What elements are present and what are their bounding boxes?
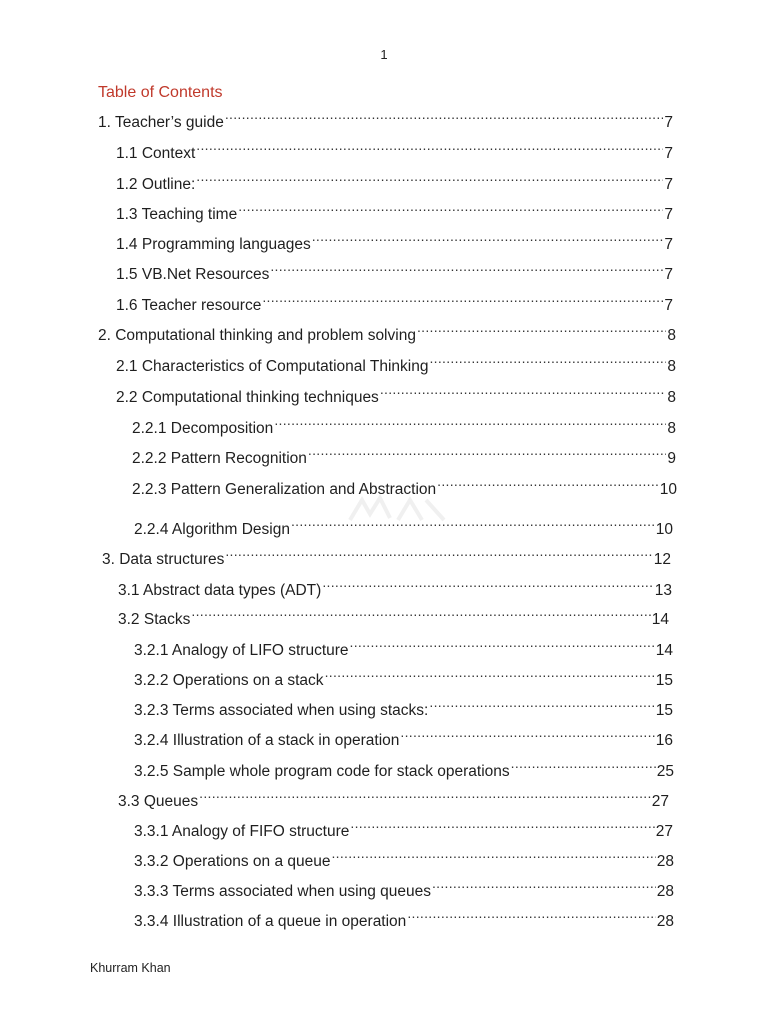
dot-leader (262, 290, 663, 310)
dot-leader (225, 107, 664, 127)
toc-entry-page: 15 (655, 702, 673, 719)
dot-leader (437, 474, 659, 494)
toc-entry-2-2[interactable] (116, 382, 676, 408)
toc-entry-3-1[interactable] (118, 575, 672, 601)
toc-entry-3-3-3[interactable] (134, 876, 674, 902)
toc-entry-3-2-3[interactable] (134, 695, 673, 721)
dot-leader (238, 199, 663, 219)
page-number: 1 (380, 47, 388, 62)
toc-entry-label: 3.3.4 Illustration of a queue in operation (134, 913, 407, 930)
toc-entry-page: 28 (656, 883, 674, 900)
toc-entry-label: 2.2.3 Pattern Generalization and Abstraction (132, 481, 437, 498)
toc-entry-3-3-2[interactable] (134, 846, 674, 872)
toc-entry-page: 8 (667, 420, 676, 437)
toc-entry-label: 3.1 Abstract data types (ADT) (118, 582, 322, 599)
dot-leader (432, 876, 656, 896)
toc-entry-label: 1.3 Teaching time (116, 206, 238, 223)
dot-leader (380, 382, 667, 402)
dot-leader (400, 725, 654, 745)
toc-entry-page: 14 (651, 611, 669, 628)
toc-entry-page: 16 (655, 732, 673, 749)
toc-entry-page: 7 (664, 114, 673, 131)
toc-entry-label: 3.3.2 Operations on a queue (134, 853, 331, 870)
dot-leader (291, 514, 655, 534)
toc-entry-page: 25 (656, 763, 674, 780)
toc-entry-1-1[interactable] (116, 138, 673, 164)
dot-leader (225, 544, 652, 564)
dot-leader (429, 695, 654, 715)
toc-entry-3-3-1[interactable] (134, 816, 673, 842)
toc-entry-label: 1.2 Outline: (116, 176, 196, 193)
toc-entry-label: 3. Data structures (102, 551, 225, 568)
toc-entry-3-3-4[interactable] (134, 906, 674, 932)
toc-entry-label: 3.2.5 Sample whole program code for stack operations (134, 763, 510, 780)
toc-entry-page: 15 (655, 672, 673, 689)
toc-entry-1-3[interactable] (116, 199, 673, 225)
toc-entry-label: 2. Computational thinking and problem solving (98, 327, 416, 344)
footer-author: Khurram Khan (90, 961, 171, 975)
toc-entry-page: 10 (659, 481, 677, 498)
dot-leader (407, 906, 655, 926)
toc-entry-3-2-2[interactable] (134, 665, 673, 691)
toc-entry-page: 7 (664, 297, 673, 314)
toc-entry-label: 3.2 Stacks (118, 611, 191, 628)
toc-entry-1-2[interactable] (116, 169, 673, 195)
toc-entry-page: 27 (651, 793, 669, 810)
dot-leader (350, 816, 654, 836)
dot-leader (199, 786, 651, 806)
toc-entry-3-3[interactable] (118, 786, 669, 812)
toc-entry-page: 13 (654, 582, 672, 599)
toc-entry-3-2-4[interactable] (134, 725, 673, 751)
toc-entry-label: 3.3.1 Analogy of FIFO structure (134, 823, 350, 840)
toc-entry-2-1[interactable] (116, 351, 676, 377)
toc-entry-page: 8 (667, 389, 676, 406)
toc-entry-page: 28 (656, 853, 674, 870)
toc-entry-label: 1.5 VB.Net Resources (116, 266, 270, 283)
toc-entry-label: 3.3.3 Terms associated when using queues (134, 883, 431, 900)
dot-leader (511, 756, 656, 776)
toc-entry-label: 3.2.2 Operations on a stack (134, 672, 324, 689)
dot-leader (312, 229, 664, 249)
toc-entry-label: 1.6 Teacher resource (116, 297, 262, 314)
toc-entry-label: 3.3 Queues (118, 793, 199, 810)
toc-entry-page: 7 (664, 266, 673, 283)
toc-entry-page: 14 (655, 642, 673, 659)
toc-entry-page: 7 (664, 176, 673, 193)
dot-leader (429, 351, 666, 371)
toc-entry-page: 7 (664, 145, 673, 162)
toc-entry-2[interactable] (98, 320, 676, 346)
toc-entry-1-4[interactable] (116, 229, 673, 255)
dot-leader (191, 604, 650, 624)
dot-leader (350, 635, 655, 655)
toc-entry-2-2-2[interactable] (132, 443, 676, 469)
dot-leader (325, 665, 655, 685)
toc-entry-1[interactable] (98, 107, 673, 133)
toc-entry-label: 2.1 Characteristics of Computational Thinking (116, 358, 429, 375)
toc-entry-label: 2.2.2 Pattern Recognition (132, 450, 307, 467)
dot-leader (308, 443, 666, 463)
toc-entry-page: 10 (655, 521, 673, 538)
toc-entry-page: 8 (667, 327, 676, 344)
toc-entry-page: 28 (656, 913, 674, 930)
dot-leader (417, 320, 666, 340)
toc-entry-label: 2.2.1 Decomposition (132, 420, 274, 437)
toc-entry-2-2-1[interactable] (132, 413, 676, 439)
toc-entry-label: 3.2.1 Analogy of LIFO structure (134, 642, 349, 659)
toc-title: Table of Contents (98, 84, 223, 101)
toc-entry-3-2-1[interactable] (134, 635, 673, 661)
toc-entry-label: 1.1 Context (116, 145, 196, 162)
toc-entry-label: 2.2 Computational thinking techniques (116, 389, 379, 406)
toc-entry-page: 7 (664, 206, 673, 223)
dot-leader (322, 575, 653, 595)
toc-entry-label: 1.4 Programming languages (116, 236, 311, 253)
toc-entry-2-2-3[interactable] (132, 474, 677, 500)
toc-entry-page: 8 (667, 358, 676, 375)
toc-entry-3-2[interactable] (118, 604, 669, 630)
dot-leader (274, 413, 666, 433)
toc-entry-1-5[interactable] (116, 259, 673, 285)
toc-entry-page: 9 (667, 450, 676, 467)
dot-leader (196, 138, 663, 158)
toc-entry-page: 12 (653, 551, 671, 568)
toc-entry-label: 3.2.3 Terms associated when using stacks: (134, 702, 429, 719)
toc-entry-page: 7 (664, 236, 673, 253)
toc-entry-label: 3.2.4 Illustration of a stack in operation (134, 732, 400, 749)
toc-entry-3-2-5[interactable] (134, 756, 674, 782)
toc-entry-1-6[interactable] (116, 290, 673, 316)
dot-leader (331, 846, 655, 866)
dot-leader (196, 169, 663, 189)
toc-entry-label: 1. Teacher’s guide (98, 114, 224, 131)
toc-entry-3[interactable] (102, 544, 671, 570)
toc-entry-page: 27 (655, 823, 673, 840)
toc-entry-2-2-4[interactable] (134, 514, 673, 540)
dot-leader (270, 259, 663, 279)
toc-entry-label: 2.2.4 Algorithm Design (134, 521, 290, 538)
